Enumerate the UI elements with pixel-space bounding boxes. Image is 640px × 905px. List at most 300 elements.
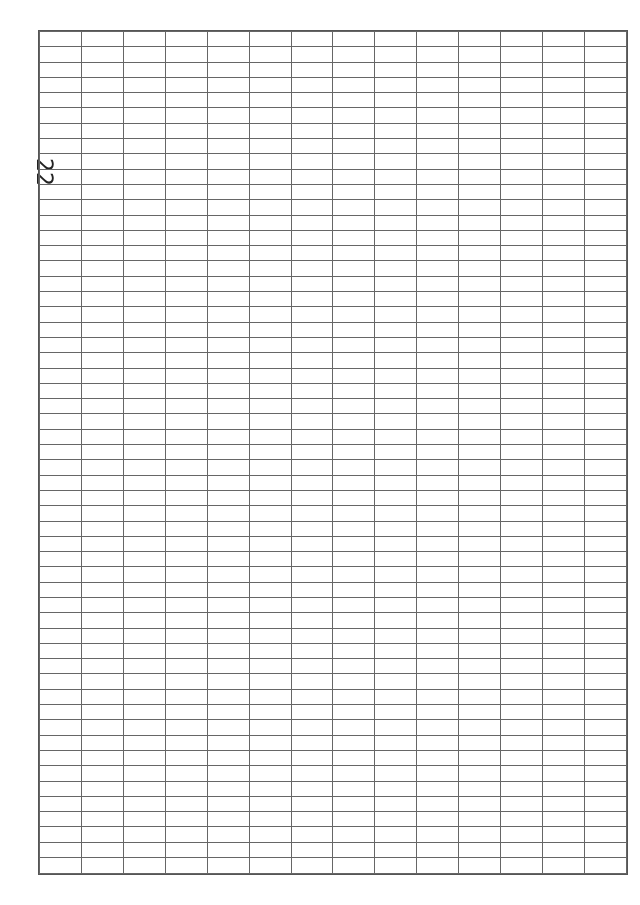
table-cell	[501, 353, 543, 368]
table-cell	[291, 184, 333, 199]
table-cell	[375, 261, 417, 276]
table-row	[40, 93, 627, 108]
table-cell	[165, 184, 207, 199]
table-cell	[165, 735, 207, 750]
table-cell	[291, 230, 333, 245]
table-cell	[249, 460, 291, 475]
table-cell	[584, 154, 626, 169]
table-cell	[584, 506, 626, 521]
table-cell	[417, 47, 459, 62]
table-cell	[417, 414, 459, 429]
table-cell	[417, 536, 459, 551]
table-cell	[165, 643, 207, 658]
table-cell	[333, 613, 375, 628]
table-cell	[291, 445, 333, 460]
table-cell	[291, 429, 333, 444]
table-cell	[501, 322, 543, 337]
table-cell	[165, 812, 207, 827]
table-cell	[40, 230, 82, 245]
table-cell	[501, 32, 543, 47]
table-cell	[459, 337, 501, 352]
table-row	[40, 62, 627, 77]
table-cell	[81, 628, 123, 643]
table-cell	[417, 659, 459, 674]
table-cell	[291, 582, 333, 597]
table-cell	[333, 292, 375, 307]
table-cell	[249, 429, 291, 444]
table-cell	[417, 460, 459, 475]
table-cell	[207, 536, 249, 551]
table-cell	[333, 521, 375, 536]
table-cell	[375, 93, 417, 108]
table-cell	[249, 292, 291, 307]
table-cell	[81, 445, 123, 460]
table-cell	[165, 445, 207, 460]
table-cell	[584, 353, 626, 368]
table-cell	[417, 93, 459, 108]
table-cell	[291, 368, 333, 383]
table-cell	[40, 842, 82, 857]
table-cell	[543, 215, 585, 230]
table-cell	[459, 735, 501, 750]
table-cell	[207, 77, 249, 92]
table-row	[40, 261, 627, 276]
table-cell	[81, 399, 123, 414]
table-cell	[333, 368, 375, 383]
table-cell	[123, 292, 165, 307]
table-cell	[123, 766, 165, 781]
table-cell	[333, 475, 375, 490]
table-cell	[459, 506, 501, 521]
table-cell	[501, 123, 543, 138]
table-cell	[417, 796, 459, 811]
table-cell	[543, 62, 585, 77]
table-cell	[584, 582, 626, 597]
table-cell	[81, 705, 123, 720]
table-cell	[417, 812, 459, 827]
table-row	[40, 613, 627, 628]
table-cell	[291, 842, 333, 857]
table-cell	[543, 567, 585, 582]
table-cell	[417, 582, 459, 597]
table-cell	[417, 643, 459, 658]
table-cell	[501, 705, 543, 720]
table-row	[40, 750, 627, 765]
table-cell	[375, 842, 417, 857]
table-cell	[81, 643, 123, 658]
table-cell	[459, 812, 501, 827]
table-cell	[501, 567, 543, 582]
table-cell	[40, 750, 82, 765]
table-row	[40, 184, 627, 199]
table-cell	[543, 735, 585, 750]
table-cell	[459, 246, 501, 261]
table-cell	[459, 123, 501, 138]
table-cell	[291, 490, 333, 505]
table-cell	[501, 154, 543, 169]
table-cell	[291, 720, 333, 735]
table-cell	[543, 93, 585, 108]
table-cell	[291, 169, 333, 184]
table-cell	[81, 552, 123, 567]
table-cell	[81, 735, 123, 750]
table-row	[40, 521, 627, 536]
table-cell	[123, 184, 165, 199]
table-cell	[501, 827, 543, 842]
table-cell	[459, 827, 501, 842]
table-cell	[584, 246, 626, 261]
table-cell	[207, 781, 249, 796]
table-cell	[375, 77, 417, 92]
table-cell	[207, 705, 249, 720]
table-cell	[417, 705, 459, 720]
table-cell	[165, 858, 207, 874]
table-cell	[543, 628, 585, 643]
table-cell	[417, 750, 459, 765]
table-cell	[291, 414, 333, 429]
budget-table	[38, 30, 628, 875]
table-cell	[40, 720, 82, 735]
table-cell	[584, 108, 626, 123]
table-cell	[375, 184, 417, 199]
table-cell	[417, 169, 459, 184]
table-cell	[40, 246, 82, 261]
table-cell	[291, 123, 333, 138]
table-cell	[543, 858, 585, 874]
table-cell	[333, 47, 375, 62]
table-cell	[249, 582, 291, 597]
table-cell	[123, 47, 165, 62]
table-cell	[40, 796, 82, 811]
table-row	[40, 169, 627, 184]
table-row	[40, 567, 627, 582]
table-cell	[501, 659, 543, 674]
table-cell	[417, 689, 459, 704]
table-cell	[459, 62, 501, 77]
table-cell	[291, 781, 333, 796]
table-cell	[123, 827, 165, 842]
table-cell	[123, 200, 165, 215]
table-cell	[291, 200, 333, 215]
table-cell	[459, 399, 501, 414]
table-cell	[501, 292, 543, 307]
table-cell	[501, 261, 543, 276]
table-cell	[291, 827, 333, 842]
table-cell	[123, 139, 165, 154]
table-cell	[417, 399, 459, 414]
table-cell	[333, 322, 375, 337]
table-cell	[333, 689, 375, 704]
table-cell	[81, 77, 123, 92]
table-cell	[81, 292, 123, 307]
table-cell	[291, 337, 333, 352]
table-cell	[417, 337, 459, 352]
table-cell	[417, 597, 459, 612]
table-cell	[291, 689, 333, 704]
table-cell	[459, 322, 501, 337]
table-cell	[459, 230, 501, 245]
table-cell	[123, 399, 165, 414]
table-cell	[123, 567, 165, 582]
table-cell	[543, 414, 585, 429]
table-cell	[40, 322, 82, 337]
table-cell	[81, 766, 123, 781]
table-cell	[249, 521, 291, 536]
table-cell	[333, 705, 375, 720]
table-cell	[375, 521, 417, 536]
table-row	[40, 139, 627, 154]
table-cell	[584, 307, 626, 322]
table-cell	[584, 597, 626, 612]
table-cell	[543, 276, 585, 291]
table-cell	[291, 62, 333, 77]
table-cell	[459, 353, 501, 368]
table-cell	[333, 858, 375, 874]
table-cell	[543, 32, 585, 47]
table-cell	[417, 490, 459, 505]
table-cell	[165, 429, 207, 444]
table-cell	[249, 353, 291, 368]
table-cell	[333, 720, 375, 735]
table-cell	[165, 154, 207, 169]
table-cell	[291, 858, 333, 874]
table-cell	[543, 307, 585, 322]
table-cell	[501, 582, 543, 597]
table-cell	[123, 597, 165, 612]
table-cell	[291, 674, 333, 689]
table-cell	[459, 858, 501, 874]
table-cell	[584, 659, 626, 674]
table-cell	[249, 735, 291, 750]
table-cell	[249, 77, 291, 92]
table-row	[40, 383, 627, 398]
table-cell	[543, 77, 585, 92]
table-cell	[207, 337, 249, 352]
table-cell	[40, 383, 82, 398]
table-row	[40, 766, 627, 781]
table-cell	[543, 766, 585, 781]
table-cell	[543, 460, 585, 475]
table-cell	[165, 460, 207, 475]
table-cell	[249, 628, 291, 643]
table-cell	[459, 659, 501, 674]
table-cell	[417, 353, 459, 368]
table-cell	[375, 750, 417, 765]
table-row	[40, 659, 627, 674]
table-cell	[417, 230, 459, 245]
table-row	[40, 353, 627, 368]
table-cell	[375, 766, 417, 781]
table-cell	[291, 659, 333, 674]
table-cell	[81, 47, 123, 62]
table-cell	[165, 77, 207, 92]
table-cell	[333, 506, 375, 521]
table-cell	[165, 322, 207, 337]
table-cell	[543, 169, 585, 184]
table-cell	[165, 521, 207, 536]
table-cell	[291, 536, 333, 551]
table-cell	[375, 567, 417, 582]
table-cell	[543, 353, 585, 368]
table-cell	[417, 276, 459, 291]
table-cell	[584, 276, 626, 291]
table-cell	[459, 307, 501, 322]
table-cell	[375, 246, 417, 261]
table-cell	[417, 567, 459, 582]
table-cell	[584, 215, 626, 230]
table-cell	[584, 445, 626, 460]
table-cell	[501, 215, 543, 230]
table-cell	[417, 842, 459, 857]
table-cell	[249, 108, 291, 123]
table-cell	[249, 154, 291, 169]
table-cell	[584, 720, 626, 735]
table-cell	[501, 552, 543, 567]
table-body	[40, 32, 627, 874]
table-cell	[123, 842, 165, 857]
table-row	[40, 368, 627, 383]
table-cell	[40, 490, 82, 505]
table-cell	[459, 750, 501, 765]
table-cell	[165, 230, 207, 245]
table-cell	[375, 705, 417, 720]
table-cell	[501, 429, 543, 444]
table-cell	[40, 93, 82, 108]
table-cell	[207, 261, 249, 276]
table-cell	[375, 322, 417, 337]
table-cell	[207, 353, 249, 368]
table-cell	[375, 383, 417, 398]
table-cell	[207, 689, 249, 704]
table-cell	[123, 720, 165, 735]
table-cell	[40, 613, 82, 628]
table-cell	[375, 506, 417, 521]
table-cell	[584, 674, 626, 689]
table-cell	[249, 705, 291, 720]
table-cell	[123, 154, 165, 169]
table-cell	[165, 750, 207, 765]
table-cell	[40, 536, 82, 551]
table-cell	[40, 460, 82, 475]
table-cell	[459, 643, 501, 658]
table-cell	[291, 552, 333, 567]
table-cell	[501, 490, 543, 505]
table-cell	[165, 674, 207, 689]
table-cell	[207, 475, 249, 490]
table-cell	[543, 123, 585, 138]
table-cell	[40, 62, 82, 77]
table-cell	[543, 429, 585, 444]
table-cell	[333, 460, 375, 475]
table-cell	[40, 215, 82, 230]
table-cell	[459, 108, 501, 123]
table-cell	[417, 735, 459, 750]
table-cell	[417, 77, 459, 92]
table-cell	[123, 32, 165, 47]
table-cell	[291, 77, 333, 92]
table-cell	[375, 108, 417, 123]
table-cell	[249, 490, 291, 505]
table-cell	[40, 184, 82, 199]
table-cell	[123, 552, 165, 567]
table-cell	[333, 139, 375, 154]
table-cell	[291, 108, 333, 123]
table-cell	[165, 506, 207, 521]
table-cell	[501, 62, 543, 77]
table-cell	[375, 536, 417, 551]
table-cell	[584, 858, 626, 874]
table-cell	[291, 322, 333, 337]
table-cell	[207, 184, 249, 199]
table-cell	[333, 628, 375, 643]
table-cell	[249, 506, 291, 521]
table-cell	[375, 353, 417, 368]
table-cell	[81, 858, 123, 874]
table-cell	[165, 399, 207, 414]
table-cell	[543, 827, 585, 842]
table-cell	[165, 705, 207, 720]
table-cell	[459, 139, 501, 154]
table-cell	[165, 597, 207, 612]
table-cell	[249, 399, 291, 414]
table-cell	[375, 429, 417, 444]
table-cell	[501, 383, 543, 398]
table-cell	[459, 842, 501, 857]
table-cell	[459, 276, 501, 291]
table-cell	[459, 475, 501, 490]
table-cell	[584, 781, 626, 796]
table-cell	[333, 827, 375, 842]
table-cell	[291, 307, 333, 322]
table-cell	[417, 613, 459, 628]
table-cell	[584, 47, 626, 62]
table-cell	[543, 705, 585, 720]
table-cell	[501, 613, 543, 628]
table-cell	[81, 842, 123, 857]
table-cell	[291, 460, 333, 475]
table-cell	[249, 383, 291, 398]
table-cell	[249, 322, 291, 337]
table-cell	[123, 123, 165, 138]
table-row	[40, 490, 627, 505]
table-cell	[501, 781, 543, 796]
table-cell	[249, 536, 291, 551]
table-cell	[543, 796, 585, 811]
table-cell	[375, 47, 417, 62]
table-cell	[81, 32, 123, 47]
table-cell	[249, 47, 291, 62]
table-cell	[501, 766, 543, 781]
table-cell	[333, 200, 375, 215]
table-cell	[165, 475, 207, 490]
table-cell	[501, 858, 543, 874]
table-cell	[123, 812, 165, 827]
table-cell	[543, 108, 585, 123]
table-cell	[543, 246, 585, 261]
table-cell	[333, 536, 375, 551]
table-cell	[207, 842, 249, 857]
table-cell	[501, 246, 543, 261]
table-cell	[81, 506, 123, 521]
table-cell	[207, 460, 249, 475]
table-cell	[207, 292, 249, 307]
table-cell	[81, 521, 123, 536]
table-cell	[81, 827, 123, 842]
table-cell	[417, 628, 459, 643]
table-cell	[123, 62, 165, 77]
table-cell	[333, 445, 375, 460]
table-cell	[291, 399, 333, 414]
